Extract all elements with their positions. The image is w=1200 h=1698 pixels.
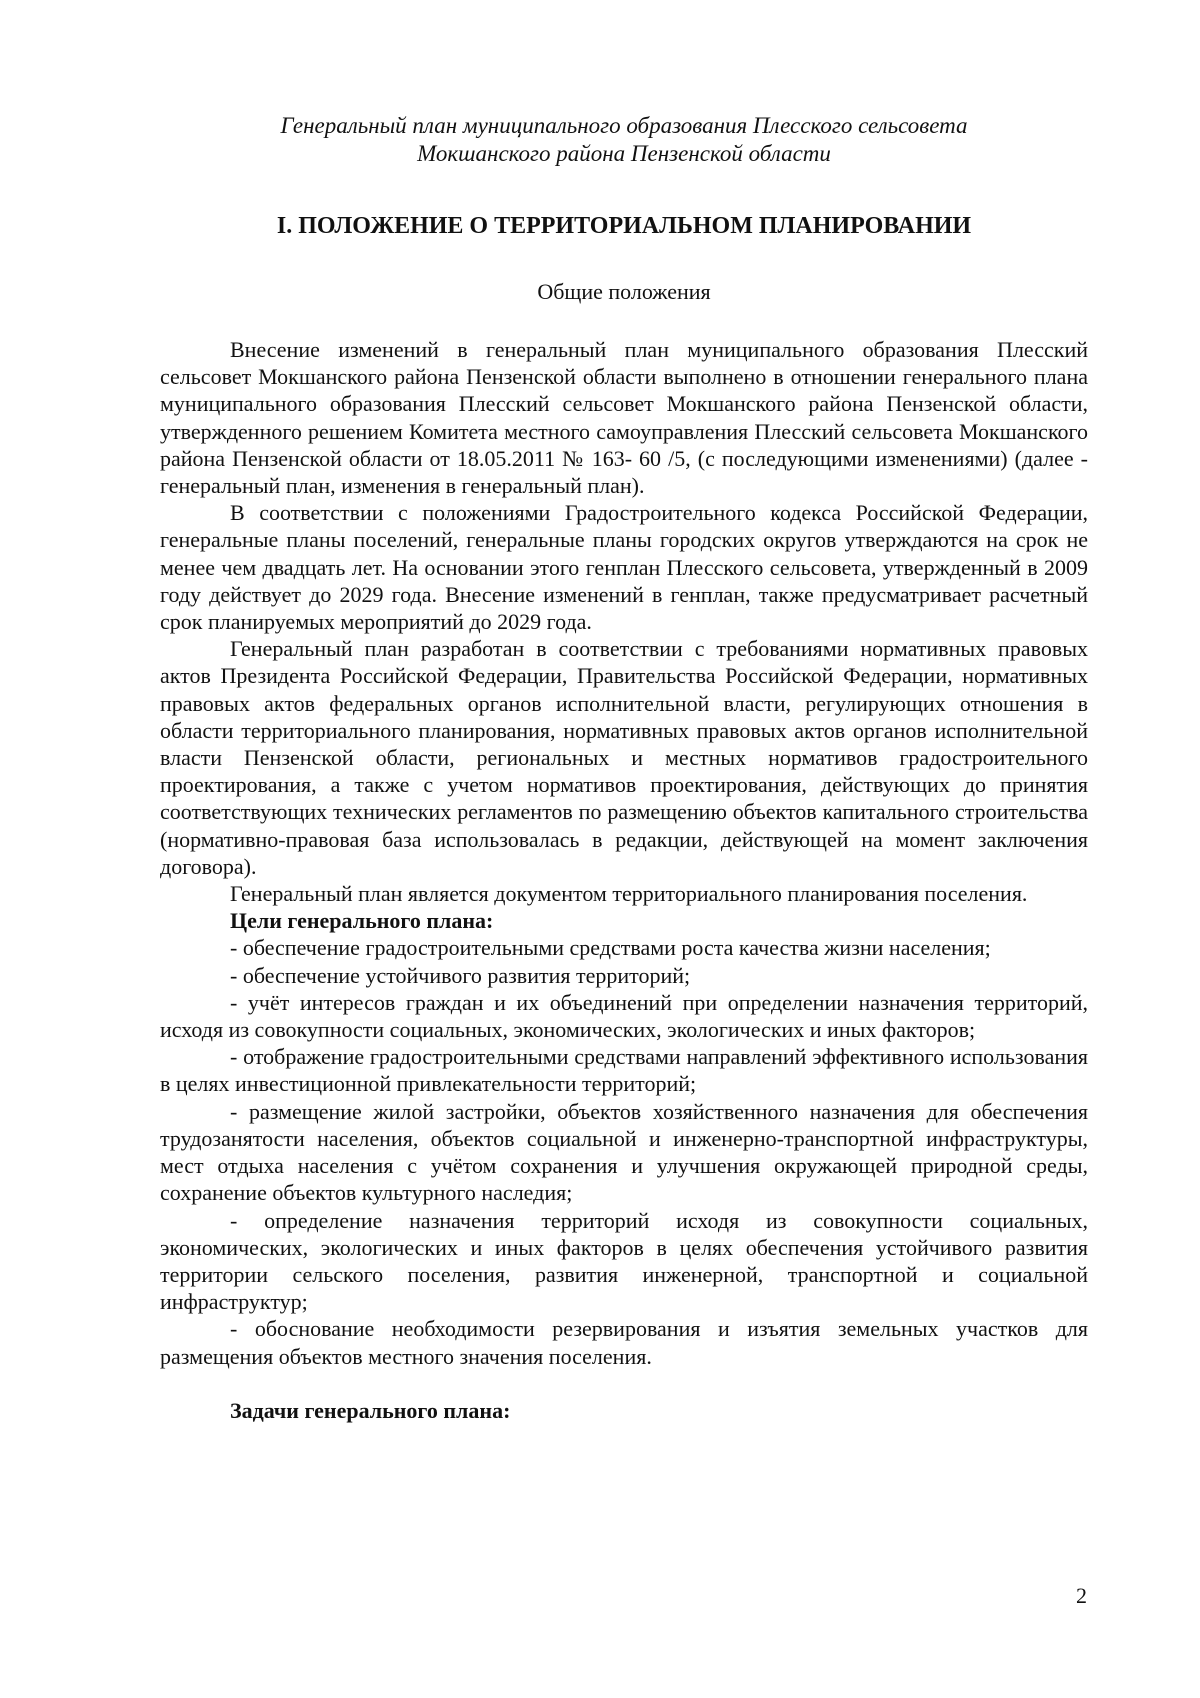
- goal-item: - обоснование необходимости резервирования и изъятия земельных участков для размещения объектов местного значения поселения.: [160, 1316, 1088, 1369]
- running-header-line-1: Генеральный план муниципального образования Плесского сельсовета: [280, 113, 968, 138]
- paragraph: Генеральный план является документом территориального планирования поселения.: [230, 881, 1028, 907]
- tasks-heading: Задачи генерального плана:: [230, 1397, 511, 1423]
- running-header-line-2: Мокшанского района Пензенской области: [417, 141, 831, 166]
- goal-item: - учёт интересов граждан и их объединений при определении назначения территорий, исходя из совокупности социальных, экономических, экологических и иных факторов;: [160, 989, 1088, 1043]
- goal-item: - определение назначения территорий исходя из совокупности социальных, экономических, экологических и иных факторов в целях обеспечения устойчивого развития территории сельского поселения, развития инженерной, транспортной и социальной инфраструктур;: [160, 1207, 1088, 1315]
- goals-heading: Цели генерального плана:: [230, 908, 494, 934]
- goal-item: - обеспечение градостроительными средствами роста качества жизни населения;: [230, 935, 991, 961]
- goal-item: - отображение градостроительными средствами направлений эффективного использования в целях инвестиционной привлекательности территорий;: [160, 1044, 1088, 1097]
- paragraph: Внесение изменений в генеральный план муниципального образования Плесский сельсовет Мокшанского района Пензенской области выполнено в отношении генерального плана муниципального образования Плесский сельсовет Мокшанского района Пензенской области, утвержденного решением Комитета местного самоуправления Плесский сельсовета Мокшанского района Пензенской области от 18.05.2011 № 163- 60 /5, (с последующими изменениями) (далее - генеральный план, изменения в генеральный план).: [160, 337, 1088, 499]
- section-title: I. ПОЛОЖЕНИЕ О ТЕРРИТОРИАЛЬНОМ ПЛАНИРОВАНИИ: [276, 213, 972, 239]
- running-header: [160, 112, 1088, 168]
- body-text: [160, 336, 1088, 1424]
- paragraph: В соответствии с положениями Градостроительного кодекса Российской Федерации, генеральные планы поселений, генеральные планы городских округов утверждаются на срок не менее чем двадцать лет. На основании этого генплан Плесского сельсовета, утвержденный в 2009 году действует до 2029 года. Внесение изменений в генплан, также предусматривает расчетный срок планируемых мероприятий до 2029 года.: [160, 500, 1088, 635]
- goal-item: - обеспечение устойчивого развития территорий;: [230, 962, 691, 988]
- paragraph: Генеральный план разработан в соответствии с требованиями нормативных правовых актов Президента Российской Федерации, Правительства Российской Федерации, нормативных правовых актов федеральных органов исполнительной власти, регулирующих отношения в области территориального планирования, нормативных правовых актов органов исполнительной власти Пензенской области, региональных и местных нормативов градостроительного проектирования, а также с учетом нормативов проектирования, действующих до принятия соответствующих технических регламентов по размещению объектов капитального строительства (нормативно-правовая база использовалась в редакции, действующей на момент заключения договора).: [160, 636, 1088, 879]
- subsection-title: Общие положения: [537, 279, 711, 304]
- page-number: 2: [1076, 1583, 1087, 1608]
- goal-item: - размещение жилой застройки, объектов хозяйственного назначения для обеспечения трудозанятости населения, объектов социальной и инженерно-транспортной инфраструктуры, мест отдыха населения с учётом сохранения и улучшения окружающей природной среды, сохранение объектов культурного наследия;: [160, 1098, 1088, 1206]
